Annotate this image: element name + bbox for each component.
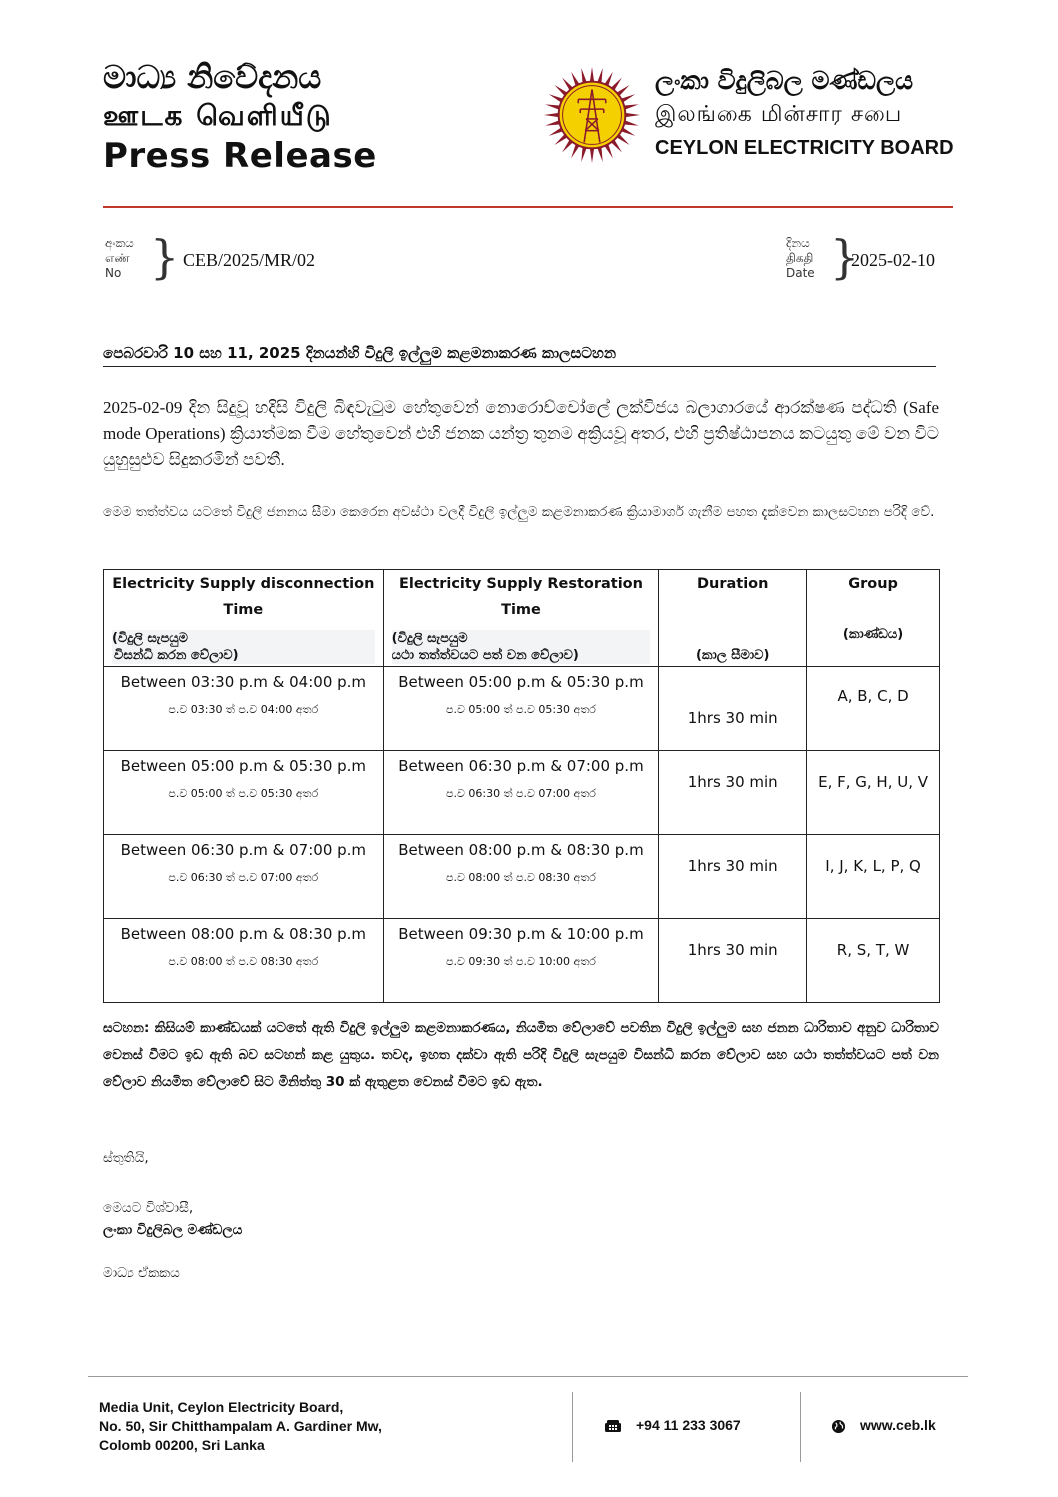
duration-value: 1hrs 30 min [687, 773, 778, 791]
table-row [104, 751, 940, 835]
table-row [104, 667, 940, 751]
cell-disconnection [104, 751, 384, 835]
header-duration-en: Duration [696, 576, 769, 592]
closing-media-unit: මාධ්‍ය ඒකකය [103, 1265, 180, 1281]
footer-phone [604, 1417, 741, 1433]
cell-restoration [383, 835, 659, 919]
phone-number: +94 11 233 3067 [636, 1417, 741, 1433]
disconnection-si: ප.ව 05:00 ත් ප.ව 05:30 අතර [168, 787, 319, 800]
disconnection-si: ප.ව 06:30 ත් ප.ව 07:00 අතර [168, 871, 319, 884]
logo-ray [624, 113, 640, 118]
org-name-english: CEYLON ELECTRICITY BOARD [655, 137, 954, 159]
restoration-si: ප.ව 08:00 ත් ප.ව 08:30 අතර [446, 871, 596, 884]
header-disconnection-si-line1: (විදුලි සැපයුම [112, 631, 188, 646]
date-label-sinhala: දිනය [786, 236, 810, 250]
date-brace: } [830, 230, 860, 284]
duration-value: 1hrs 30 min [687, 941, 778, 959]
logo-ray [590, 67, 595, 83]
closing-organization: ලංකා විදුලිබල මණ්ඩලය [103, 1222, 243, 1238]
logo-ray [590, 147, 595, 163]
footer-divider [88, 1376, 968, 1377]
restoration-en: Between 09:30 p.m & 10:00 p.m [398, 925, 644, 943]
title-sinhala: මාධ්‍ය නිවේදනය [103, 58, 322, 96]
date-labels [786, 236, 815, 281]
cell-duration [659, 919, 807, 1003]
globe-icon [831, 1419, 846, 1434]
table-header-row [104, 570, 940, 667]
closing-yours-faithfully: මෙයට විශ්වාසී, [103, 1200, 194, 1216]
date-value: 2025-02-10 [851, 250, 935, 270]
disconnection-en: Between 08:00 p.m & 08:30 p.m [120, 925, 367, 943]
restoration-en: Between 06:30 p.m & 07:00 p.m [398, 757, 644, 775]
group-value: E, F, G, H, U, V [818, 773, 929, 791]
header-restoration-si-line1: (විදුලි සැපයුම [391, 631, 468, 646]
press-release-title-block [103, 58, 377, 176]
reference-brace: } [150, 230, 180, 284]
duration-value: 1hrs 30 min [687, 857, 778, 875]
header-divider [103, 206, 953, 208]
header-group-si: (කාණ්ඩය) [842, 627, 904, 642]
closing-thanks: ස්තුතියි, [103, 1150, 149, 1166]
restoration-si: ප.ව 06:30 ත් ප.ව 07:00 අතර [446, 787, 596, 800]
disconnection-si: ප.ව 03:30 ත් ප.ව 04:00 අතර [168, 703, 319, 716]
cell-group [807, 835, 940, 919]
organization-name-block [655, 64, 954, 164]
cell-restoration [383, 919, 659, 1003]
phone-icon [604, 1419, 622, 1433]
disconnection-en: Between 05:00 p.m & 05:30 p.m [120, 757, 367, 775]
disconnection-en: Between 06:30 p.m & 07:00 p.m [120, 841, 367, 859]
group-value: A, B, C, D [837, 687, 909, 705]
date-label-english: Date [786, 266, 815, 280]
cell-disconnection [104, 835, 384, 919]
footer-address [99, 1398, 382, 1455]
group-value: I, J, K, L, P, Q [825, 857, 921, 875]
cell-disconnection [104, 667, 384, 751]
header-disconnection-en: Electricity Supply disconnection Time [112, 576, 375, 618]
title-english: Press Release [103, 136, 377, 176]
cell-duration [659, 751, 807, 835]
ceb-logo-icon [543, 66, 641, 164]
header-restoration-en: Electricity Supply Restoration Time [398, 576, 643, 618]
restoration-si: ප.ව 09:30 ත් ප.ව 10:00 අතර [446, 955, 596, 968]
cell-restoration [383, 667, 659, 751]
cell-group [807, 919, 940, 1003]
schedule-note: සටහන: කිසියම් කාණ්ඩයක් යටතේ ඇති විදුලි ඉල්ලුම කළමනාකරණය, නියමිත වේලාවේ පවතින විදුලි ඉල්ලුම සහ ජනන ධාරිතාව අනුව ධාරිතාව වෙනස් වීමට ඉඩ ඇති බව සටහන් කළ යුතුය. තවද, ඉහත දක්වා ඇති පරිදි විදුලි සැපයුම විසන්ධි කරන වේලාව සහ යථා තත්ත්වයට පත් වන වේලාව නියමිත වේලාවේ සිට මිනිත්තු 30 ක් ඇතුළත වෙනස් වීමට ඉඩ ඇත. [103, 1020, 939, 1090]
header-restoration-si [392, 630, 651, 664]
restoration-en: Between 05:00 p.m & 05:30 p.m [398, 673, 644, 691]
header-group-en: Group [848, 576, 898, 592]
footer-separator [572, 1392, 573, 1462]
subject-heading: පෙබරවාරි 10 සහ 11, 2025 දිනයන්හි විදුලි ඉල්ලුම කළමනාකරණ කාලසටහන [103, 342, 936, 367]
logo-ray [544, 113, 560, 118]
body-paragraph-2: මෙම තත්ත්වය යටතේ විදුලි ජනනය සීමා කෙරෙන අවස්ථා වලදී විදුලි ඉල්ලුම කළමනාකරණ ක්‍රියාමාර්ග ගැනීම පහත දැක්වෙන කාලසටහන පරිදි වේ. [103, 504, 935, 520]
header-duration [659, 570, 807, 667]
reference-label-english: No [105, 266, 122, 280]
cell-duration [659, 835, 807, 919]
footer-website [831, 1417, 936, 1434]
table-row [104, 919, 940, 1003]
header-group [807, 570, 940, 667]
footer-separator [800, 1392, 801, 1462]
footer-address-line2: No. 50, Sir Chitthampalam A. Gardiner Mw, [99, 1418, 382, 1434]
reference-labels [105, 236, 134, 281]
header-disconnection-time [104, 570, 384, 667]
title-tamil: ஊடக வெளியீடு [103, 99, 333, 132]
table-row [104, 835, 940, 919]
org-name-sinhala: ලංකා විදුලිබල මණ්ඩලය [655, 66, 914, 95]
header-disconnection-si-line2: විසන්ධි කරන වේලාව) [114, 648, 239, 663]
header-duration-si: (කාල සීමාව) [695, 648, 770, 663]
cell-duration [659, 667, 807, 751]
cell-group [807, 667, 940, 751]
reference-label-sinhala: අංකය [105, 236, 134, 250]
reference-label-tamil: எண் [105, 251, 130, 265]
body-paragraph-1: 2025-02-09 දින සිදුවූ හදිසි විදුලි බිඳවැටුම හේතුවෙන් නොරොච්චෝලේ ලක්විජය බලාගාරයේ ආරක්ෂණ පද්ධති (Safe mode Operations) ක්‍රියාත්මක වීම හේතුවෙන් එහි ජනක යන්ත්‍ර තුනම අක්‍රියවූ අතර, එහි ප්‍රතිෂ්ඨාපනය කටයුතු මේ වන විට යුහුසුළුව සිදුකරමින් පවතී. [103, 398, 939, 469]
reference-number: CEB/2025/MR/02 [183, 250, 316, 270]
header-disconnection-si [112, 630, 375, 664]
website-url: www.ceb.lk [860, 1417, 936, 1433]
cell-group [807, 751, 940, 835]
load-shedding-schedule-table [103, 569, 940, 1003]
group-value: R, S, T, W [836, 941, 910, 959]
disconnection-en: Between 03:30 p.m & 04:00 p.m [120, 673, 367, 691]
org-name-tamil: இலங்கை மின்சார சபை [655, 102, 903, 127]
duration-value: 1hrs 30 min [687, 709, 778, 727]
disconnection-si: ප.ව 08:00 ත් ප.ව 08:30 අතර [168, 955, 319, 968]
header-restoration-si-line2: යථා තත්ත්වයට පත් වන වේලාව) [391, 648, 579, 663]
footer-address-line1: Media Unit, Ceylon Electricity Board, [99, 1399, 344, 1415]
cell-disconnection [104, 919, 384, 1003]
restoration-en: Between 08:00 p.m & 08:30 p.m [398, 841, 644, 859]
header-restoration-time [383, 570, 659, 667]
cell-restoration [383, 751, 659, 835]
restoration-si: ප.ව 05:00 ත් ප.ව 05:30 අතර [446, 703, 596, 716]
date-label-tamil: திகதி [786, 251, 814, 265]
footer-address-line3: Colomb 00200, Sri Lanka [99, 1437, 265, 1453]
